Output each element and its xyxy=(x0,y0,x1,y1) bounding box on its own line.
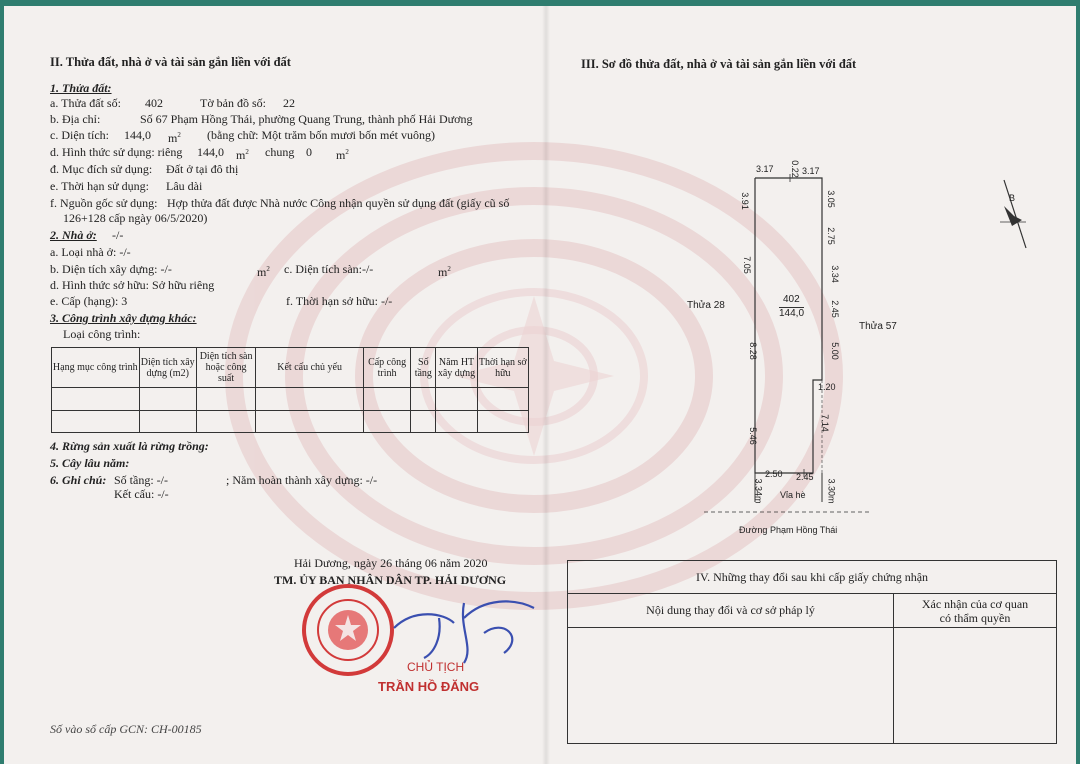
dim-right-4: 2.45 xyxy=(829,300,840,318)
dim-right-edge: 3.30m xyxy=(826,478,837,504)
use-form-private-area: 144,0 xyxy=(197,145,224,159)
col-header: Cấp công trình xyxy=(363,348,410,388)
parcel-area-label: 144,0 xyxy=(779,308,805,319)
changes-col-confirm-1: Xác nhận của cơ quan xyxy=(921,597,1029,611)
use-form-label: d. Hình thức sử dụng: riêng xyxy=(50,145,183,159)
dim-left-1: 3.91 xyxy=(739,192,750,210)
house-floor-area-unit: $m^2$ xyxy=(438,265,451,279)
road-label: Đường Phạm Hồng Thái xyxy=(739,525,838,535)
use-form-unit-2: $m^2$ xyxy=(336,148,349,162)
parcel-diagram xyxy=(704,156,884,536)
sidewalk-label: Vỉa hè xyxy=(780,490,806,500)
signature-icon xyxy=(364,588,554,668)
house-floor-area: c. Diện tích sàn:-/- xyxy=(284,262,374,276)
dim-bottom-1: 2.50 xyxy=(765,469,783,479)
house-build-area-unit: $m^2$ xyxy=(257,265,270,279)
notes-year: ; Năm hoàn thành xây dựng: -/- xyxy=(226,473,378,487)
neighbor-left: Thửa 28 xyxy=(687,300,725,311)
signer-role: CHỦ TỊCH xyxy=(407,660,465,674)
parcel-label: a. Thửa đất số: xyxy=(50,96,121,110)
area-unit: $m^2$ xyxy=(168,131,181,145)
house-ownership-term: f. Thời hạn sở hữu: -/- xyxy=(286,294,393,308)
notes-floors: Số tầng: -/- xyxy=(114,473,168,487)
house-type: a. Loại nhà ở: -/- xyxy=(50,245,131,259)
dim-right-1: 3.05 xyxy=(825,190,836,208)
col-header: Hạng mục công trình xyxy=(52,348,140,388)
use-form-shared-area: 0 xyxy=(306,145,312,159)
registry-number: Số vào sổ cấp GCN: CH-00185 xyxy=(50,722,202,736)
north-label: B xyxy=(1009,193,1016,203)
perennial-title: 5. Cây lâu năm: xyxy=(50,456,130,470)
origin-line-1: Hợp thửa đất được Nhà nước Công nhận quyền sử dụng đất (giấy cũ số xyxy=(167,196,510,210)
dim-right-3: 3.34 xyxy=(829,265,840,283)
dim-top-right: 3.17 xyxy=(802,166,820,176)
origin-label: f. Nguồn gốc sử dụng: xyxy=(50,196,158,210)
purpose-value: Đất ở tại đô thị xyxy=(166,162,239,176)
table-row xyxy=(52,388,529,410)
issuing-authority: TM. ỦY BAN NHÂN DÂN TP. HẢI DƯƠNG xyxy=(274,573,507,587)
other-works-type-label: Loại công trình: xyxy=(63,327,141,341)
issue-date: Hải Dương, ngày 26 tháng 06 năm 2020 xyxy=(294,556,488,570)
north-arrow-icon xyxy=(996,176,1032,250)
use-form-unit-1: $m^2$ xyxy=(236,148,249,162)
neighbor-right: Thửa 57 xyxy=(859,321,897,332)
notes-structure: Kết cấu: -/- xyxy=(114,487,169,501)
table-header-row xyxy=(52,348,529,388)
changes-header-row xyxy=(568,561,1056,594)
signer-name: TRẦN HỒ ĐĂNG xyxy=(378,679,480,694)
dim-jog: 1.20 xyxy=(818,382,836,392)
term-value: Lâu dài xyxy=(166,179,203,193)
area-in-words: (bằng chữ: Một trăm bốn mươi bốn mét vuông) xyxy=(207,128,435,142)
land-title: 1. Thửa đất: xyxy=(50,81,112,95)
dim-bottom-2: 2.45 xyxy=(796,472,814,482)
dim-right-5: 5.00 xyxy=(829,342,840,360)
other-works-table xyxy=(51,347,529,433)
changes-column-row xyxy=(568,593,1056,628)
dim-top-mid: 0.22 xyxy=(789,160,800,178)
dim-right-2: 2.75 xyxy=(825,227,836,245)
dim-left-2: 7.05 xyxy=(741,256,752,274)
notes-title: 6. Ghi chú: xyxy=(50,473,107,487)
map-sheet-label: Tờ bản đồ số: xyxy=(200,96,267,110)
map-sheet-number: 22 xyxy=(283,96,295,110)
dim-left-edge: 3.34m xyxy=(753,478,764,504)
purpose-label: đ. Mục đích sử dụng: xyxy=(50,162,153,176)
house-build-area: b. Diện tích xây dựng: -/- xyxy=(50,262,172,276)
parcel-number-label: 402 xyxy=(783,294,800,305)
parcel-number: 402 xyxy=(145,96,163,110)
col-header: Kết cấu chủ yếu xyxy=(256,348,364,388)
dim-right-6: 7.14 xyxy=(819,414,830,432)
address-value: Số 67 Phạm Hồng Thái, phường Quang Trung, thành phố Hải Dương xyxy=(140,112,473,126)
house-title: 2. Nhà ở: xyxy=(50,228,97,242)
term-label: e. Thời hạn sử dụng: xyxy=(50,179,149,193)
dim-left-3: 8.28 xyxy=(747,342,758,360)
dim-left-4: 5.46 xyxy=(747,427,758,445)
changes-table xyxy=(567,560,1057,744)
address-label: b. Địa chỉ: xyxy=(50,112,101,126)
col-header: Diện tích sàn hoặc công suất xyxy=(196,348,255,388)
certificate-sheet xyxy=(4,6,1076,764)
dim-top-left: 3.17 xyxy=(756,164,774,174)
parcel-boundary xyxy=(755,178,822,473)
forest-title: 4. Rừng sản xuất là rừng trồng: xyxy=(50,439,209,453)
col-header: Diện tích xây dựng (m2) xyxy=(139,348,196,388)
house-title-value: -/- xyxy=(112,228,124,242)
col-header: Năm HT xây dựng xyxy=(436,348,477,388)
other-works-title: 3. Công trình xây dựng khác: xyxy=(50,311,197,325)
house-ownership: d. Hình thức sở hữu: Sở hữu riêng xyxy=(50,278,215,292)
changes-col-content: Nội dung thay đổi và cơ sở pháp lý xyxy=(646,603,815,617)
table-row xyxy=(52,410,529,432)
col-header: Thời hạn sở hữu xyxy=(477,348,528,388)
area-value: 144,0 xyxy=(124,128,151,142)
col-header: Số tầng xyxy=(411,348,436,388)
changes-col-confirm-2: có thẩm quyền xyxy=(939,611,1011,625)
use-form-shared-label: chung xyxy=(265,145,295,159)
area-label: c. Diện tích: xyxy=(50,128,109,142)
section3-heading: III. Sơ đồ thửa đất, nhà ở và tài sản gắn liền với đất xyxy=(581,57,857,71)
house-grade: e. Cấp (hạng): 3 xyxy=(50,294,128,308)
section4-heading: IV. Những thay đổi sau khi cấp giấy chứng nhận xyxy=(695,570,929,584)
section2-heading: II. Thửa đất, nhà ở và tài sản gắn liền với đất xyxy=(50,55,291,69)
origin-line-2: 126+128 cấp ngày 06/5/2020) xyxy=(63,211,208,225)
